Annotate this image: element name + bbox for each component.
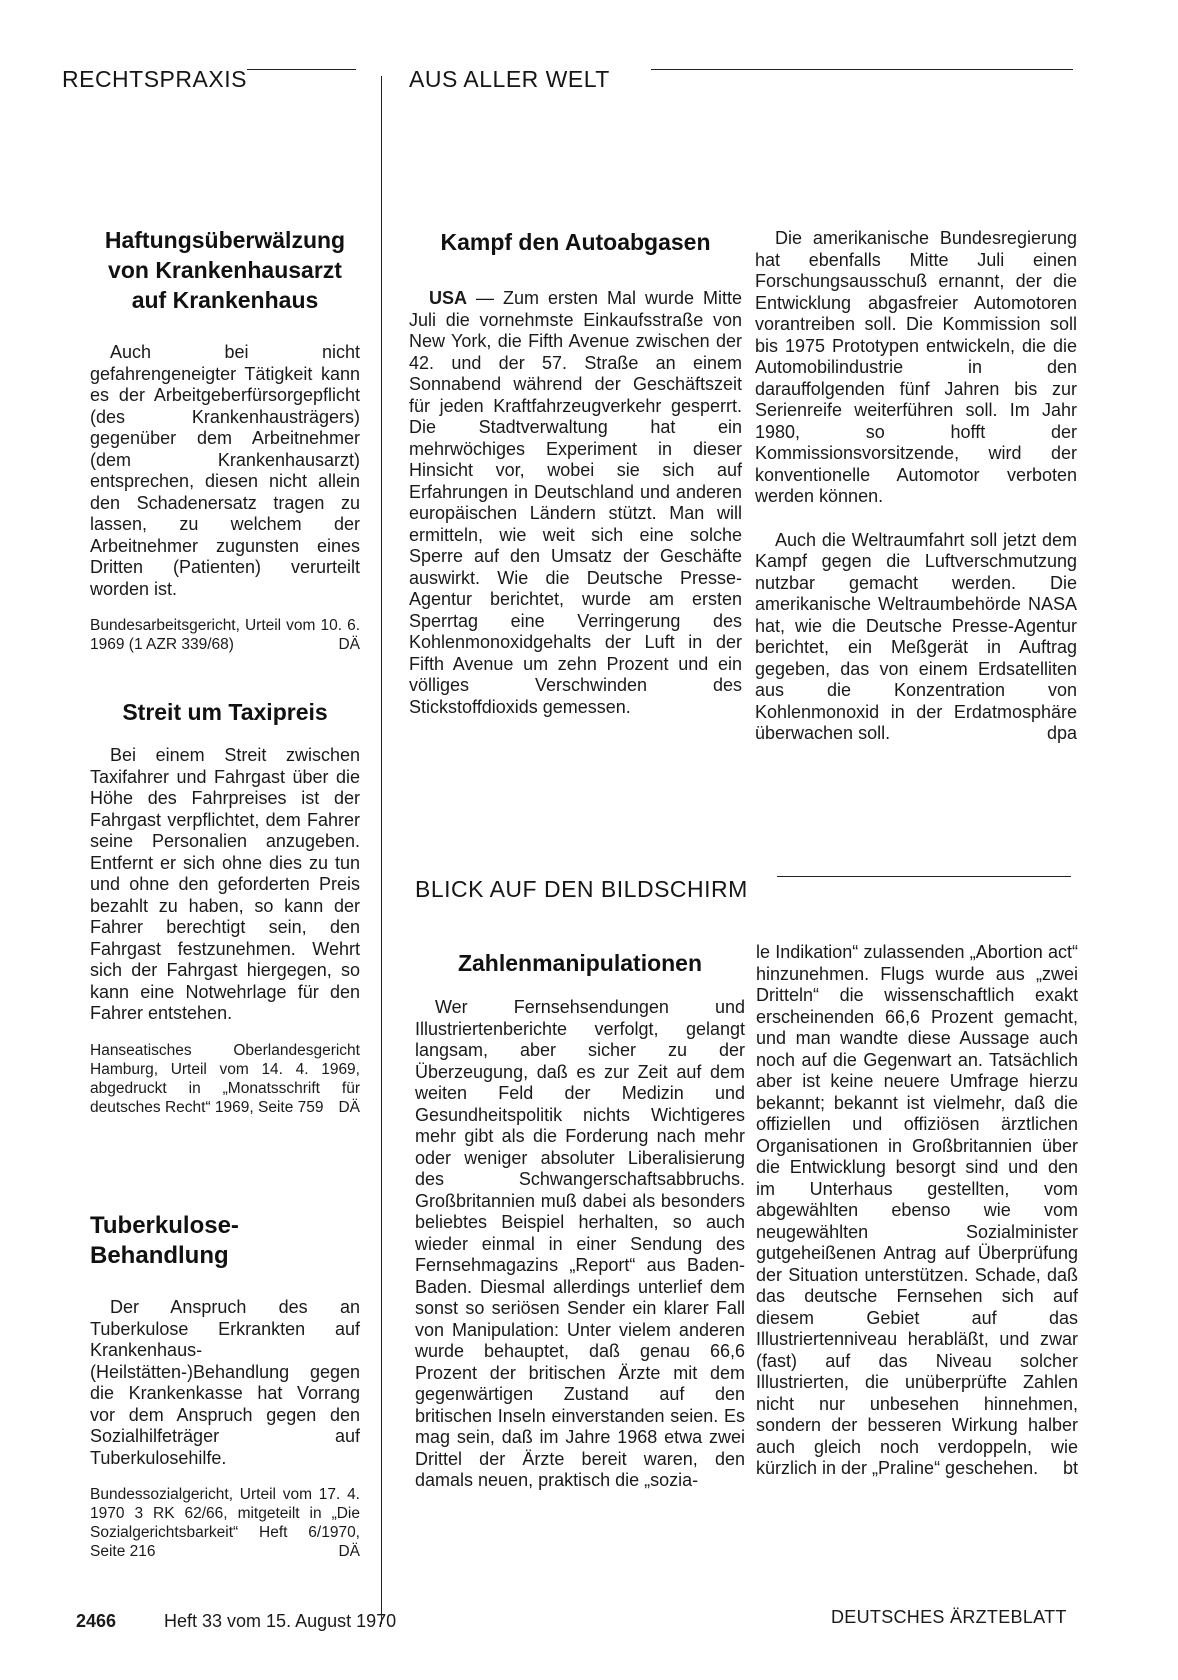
author-mark: DÄ (338, 1098, 360, 1116)
page-number: 2466 (76, 1611, 117, 1631)
article-body (755, 530, 1077, 745)
author-mark: DÄ (338, 636, 360, 653)
author-mark: dpa (1046, 723, 1077, 743)
headline-line: Tuberkulose- (90, 1212, 239, 1239)
article-body-text: Auch die Weltraumfahrt soll jetzt dem Kampf gegen die Luftverschmutzung nutzbar gemacht werden. Die amerikanische Weltraumbehörde NASA hat, wie die Deutsche Presse-Agentur berichtet, ein Meßgerät in Auftrag gegeben, das von einem Erdsatelliten aus die Konzentration von Kohlenmonoxid in der Erdatmosphäre überwachen soll. (755, 529, 1077, 743)
citation-text: Bundessozialgericht, Urteil vom 17. 4. 1970 3 RK 62/66, mitgeteilt in „Die Sozialgerichtsbarkeit“ Heft 6/1970, Seite 216 (90, 1486, 360, 1560)
article-haftung (90, 225, 360, 654)
article-taxipreis (90, 697, 360, 1117)
autoabgasen-col1 (409, 288, 742, 718)
author-mark: DÄ (338, 1543, 360, 1560)
section-label-rechtspraxis: RECHTSPRAXIS (62, 66, 247, 92)
article-body (409, 288, 742, 718)
section-label-aus-aller-welt: AUS ALLER WELT (409, 66, 610, 92)
issue-info: Heft 33 vom 15. August 1970 (164, 1611, 397, 1631)
column-divider (381, 76, 382, 1624)
citation-text: Bundesarbeitsgericht, Urteil vom 10. 6. 1969 (1 AZR 339/68) (90, 617, 360, 653)
section-label-bildschirm: BLICK AUF DEN BILDSCHIRM (415, 876, 748, 902)
rechtspraxis-rule (247, 69, 356, 70)
citation (90, 1485, 360, 1561)
bildschirm-col2 (756, 942, 1078, 1480)
headline-line: von Krankenhausarzt (108, 257, 342, 283)
headline-zahlenmanipulationen: Zahlenmanipulationen (457, 950, 703, 976)
bildschirm-rule (777, 876, 1071, 877)
headline-line: Haftungsüberwälzung (104, 227, 346, 253)
citation-text: Hanseatisches Oberlandesgericht Hamburg, Urteil vom 14. 4. 1969, abgedruckt in „Monatsschrift für deutsches Recht“ 1969, Seite 759 (90, 1041, 360, 1116)
article-body-text: le Indikation“ zulassenden „Abortion act“ hinzunehmen. Flugs wurde aus „zwei Dritteln“ die wissenschaftlich exakt erscheinenden 66,6 Prozent gemacht, und man wandte diese Aussage auch noch auf die Gegenwart an. Tatsächlich aber ist keine neuere Umfrage hierzu bekannt; bekannt ist vielmehr, daß die offiziellen und offiziösen ärztlichen Organisationen in Großbritannien über die Entwicklung besorgt sind und den im Unterhaus gestellten, vom abgewählten ebenso wie vom neugewählten Sozialminister gutgeheißenen Antrag auf Überprüfung der Situation unterstützen. Schade, daß das deutsche Fernsehen sich auf diesem Gebiet auf das Illustriertenniveau herabläßt, und zwar (fast) auf das Niveau solcher Illustrierten, die unüberprüfte Zahlen nicht nur unbesehen hinnehmen, sondern der besseren Wirkung halber auch gleich noch verdoppeln, wie kürzlich in der „Praline“ geschehen. (756, 942, 1078, 1478)
article-body: Die amerikanische Bundesregierung hat ebenfalls Mitte Juli einen Forschungsausschuß ernannt, der die Entwicklung abgasfreier Automotoren vorantreiben soll. Die Kommission soll bis 1975 Prototypen entwickeln, die die Automobilindustrie in den darauffolgenden fünf Jahren bis zur Serienreife weiterführen soll. Im Jahr 1980, so hofft der Kommissionsvorsitzende, wird der konventionelle Automotor verboten werden können. (755, 228, 1077, 506)
article-body: Auch bei nicht gefahrengeneigter Tätigkeit kann es der Arbeitgeberfürsorgepflicht (des Krankenhausträgers) gegenüber dem Arbeitnehmer (dem Krankenhausarzt) entsprechen, diesen nicht allein den Schadenersatz tragen zu lassen, zu welchem der Arbeitnehmer zugunsten eines Dritten (Patienten) verurteilt worden ist. (90, 342, 360, 599)
headline-line: auf Krankenhaus (131, 287, 319, 313)
citation (90, 1041, 360, 1117)
headline-haftung (90, 225, 360, 315)
autoabgasen-col2 (755, 228, 1077, 745)
article-body (756, 942, 1078, 1480)
headline-autoabgasen: Kampf den Autoabgasen (440, 229, 711, 255)
journal-name: DEUTSCHES ÄRZTEBLATT (831, 1607, 1067, 1627)
author-mark: bt (1062, 1458, 1078, 1478)
article-body: Der Anspruch des an Tuberkulose Erkrankten auf Krankenhaus-(Heilstätten-)Behandlung gegen die Krankenkasse hat Vorrang vor dem Anspruch gegen den Sozialhilfeträger auf Tuberkulosehilfe. (90, 1297, 360, 1468)
headline-tuberkulose (90, 1211, 360, 1271)
headline-line: Behandlung (90, 1242, 229, 1269)
article-tuberkulose (90, 1211, 360, 1561)
dateline: USA (429, 288, 468, 308)
aus-aller-welt-rule (651, 69, 1073, 70)
article-body-text: — Zum ersten Mal wurde Mitte Juli die vornehmste Einkaufsstraße von New York, die Fifth Avenue zwischen der 42. und der 57. Straße an einem Sonnabend während der Geschäftszeit für jeden Kraftfahrzeugverkehr gesperrt. Die Stadtverwaltung hat ein mehrwöchiges Experiment in dieser Hinsicht vor, wobei sie sich auf Erfahrungen in Deutschland und anderen europäischen Ländern stützt. Man will ermitteln, wie weit sich eine solche Sperre auf den Umsatz der Geschäfte auswirkt. Wie die Deutsche Presse-Agentur berichtet, wurde am ersten Sperrtag eine Verringerung des Kohlenmonoxidgehalts der Luft in der Fifth Avenue um zehn Prozent und ein völliges Verschwinden des Stickstoffdioxids gemessen. (409, 288, 742, 717)
article-body: Wer Fernsehsendungen und Illustriertenberichte verfolgt, gelangt langsam, aber sicher zu der Überzeugung, daß es zur Zeit auf dem weiten Feld der Medizin und Gesundheitspolitik nichts Wichtigeres mehr gibt als die Forderung nach mehr oder weniger absoluter Liberalisierung des Schwangerschaftsabbruchs. Großbritannien muß dabei als besonders beliebtes Beispiel herhalten, so auch wieder einmal in einer Sendung des Fernsehmagazins „Report“ aus Baden-Baden. Diesmal allerdings unterlief dem sonst so seriösen Sender ein klarer Fall von Manipulation: Unter vielem anderen wurde behauptet, daß genau 66,6 Prozent der britischen Ärzte mit dem gegenwärtigen Zustand auf den britischen Inseln einverstanden seien. Es mag sein, daß im Jahre 1968 etwa zwei Drittel der Ärzte bereit waren, den damals neuen, praktisch die „sozia- (415, 997, 745, 1490)
article-body: Bei einem Streit zwischen Taxifahrer und Fahrgast über die Höhe des Fahrpreises ist der Fahrgast verpflichtet, dem Fahrer seine Personalien anzugeben. Entfernt er sich ohne dies zu tun und ohne den geforderten Preis bezahlt zu haben, so kann der Fahrer berechtigt sein, den Fahrgast festzunehmen. Wehrt sich der Fahrgast hiergegen, so kann eine Notwehrlage für den Fahrer entstehen. (90, 745, 360, 1023)
headline-taxipreis: Streit um Taxipreis (122, 699, 328, 725)
citation (90, 616, 360, 654)
bildschirm-col1 (415, 997, 745, 1492)
